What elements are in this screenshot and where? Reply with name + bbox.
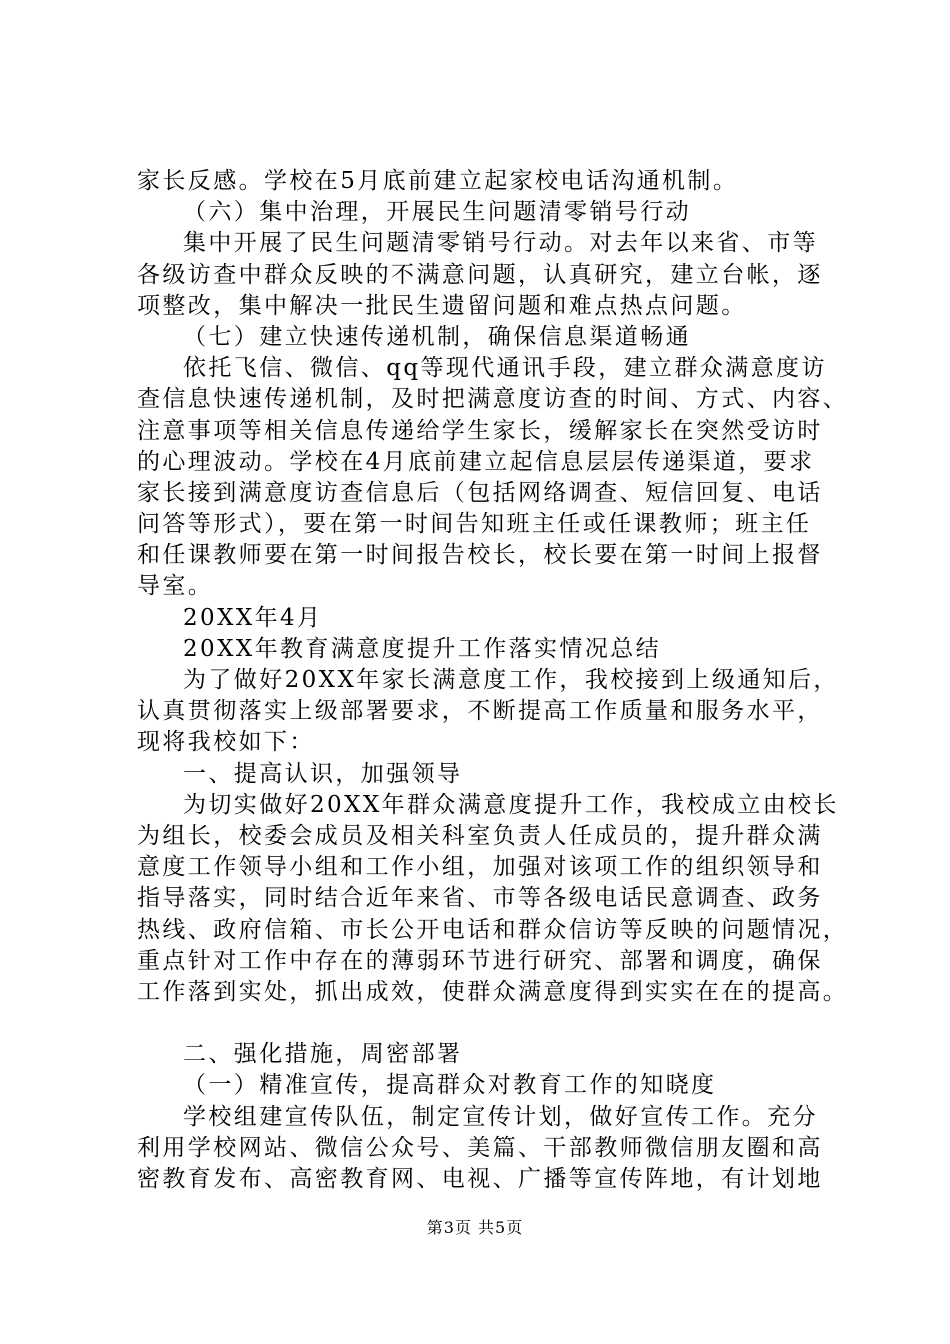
document-title: 20XX年教育满意度提升工作落实情况总结 bbox=[183, 635, 662, 662]
paragraph-line: 重点针对工作中存在的薄弱环节进行研究、部署和调度，确保 bbox=[137, 947, 823, 974]
section-heading: 二、强化措施，周密部署 bbox=[183, 1041, 463, 1068]
paragraph-line: 利用学校网站、微信公众号、美篇、干部教师微信朋友圈和高 bbox=[137, 1134, 823, 1161]
page-footer: 第3页 共5页 bbox=[426, 1218, 524, 1237]
paragraph-line: 工作落到实处，抓出成效，使群众满意度得到实实在在的提高。 bbox=[137, 978, 849, 1005]
paragraph-line: 为组长，校委会成员及相关科室负责人任成员的，提升群众满 bbox=[137, 822, 823, 849]
paragraph-line: 热线、政府信箱、市长公开电话和群众信访等反映的问题情况， bbox=[137, 916, 849, 943]
paragraph-line: 项整改，集中解决一批民生遗留问题和难点热点问题。 bbox=[137, 292, 747, 319]
paragraph-line: 各级访查中群众反映的不满意问题，认真研究，建立台帐，逐 bbox=[137, 261, 823, 288]
paragraph-line: 的心理波动。学校在4月底前建立起信息层层传递渠道，要求 bbox=[137, 448, 815, 475]
paragraph-line: 意度工作领导小组和工作小组，加强对该项工作的组织领导和 bbox=[137, 854, 823, 881]
paragraph-line: 为了做好20XX年家长满意度工作，我校接到上级通知后， bbox=[183, 667, 839, 693]
date-line: 20XX年4月 bbox=[183, 604, 323, 631]
paragraph-line: 依托飞信、微信、qq等现代通讯手段，建立群众满意度访 bbox=[183, 355, 827, 382]
paragraph-line: 家长接到满意度访查信息后（包括网络调查、短信回复、电话 bbox=[137, 479, 823, 506]
paragraph-line: 指导落实，同时结合近年来省、市等各级电话民意调查、政务 bbox=[137, 885, 823, 912]
paragraph-line: 密教育发布、高密教育网、电视、广播等宣传阵地，有计划地 bbox=[137, 1166, 823, 1192]
section-heading: （一）精准宣传，提高群众对教育工作的知晓度 bbox=[183, 1072, 717, 1099]
paragraph-line: 导室。 bbox=[137, 573, 214, 600]
section-heading: （六）集中治理，开展民生问题清零销号行动 bbox=[183, 199, 691, 226]
blank-line bbox=[137, 1008, 837, 1039]
section-heading: （七）建立快速传递机制，确保信息渠道畅通 bbox=[183, 323, 691, 350]
paragraph-line: 查信息快速传递机制，及时把满意度访查的时间、方式、内容、 bbox=[137, 386, 849, 413]
paragraph-line: 为切实做好20XX年群众满意度提升工作，我校成立由校长 bbox=[183, 791, 839, 818]
paragraph-line: 现将我校如下： bbox=[137, 729, 315, 756]
paragraph-line: 问答等形式），要在第一时间告知班主任或任课教师；班主任 bbox=[137, 511, 812, 538]
document-body bbox=[137, 166, 849, 1195]
section-heading: 一、提高认识，加强领导 bbox=[183, 760, 463, 787]
paragraph-line: 注意事项等相关信息传递给学生家长，缓解家长在突然受访时 bbox=[137, 417, 823, 444]
paragraph-line: 认真贯彻落实上级部署要求，不断提高工作质量和服务水平， bbox=[137, 698, 823, 725]
paragraph-line: 集中开展了民生问题清零销号行动。对去年以来省、市等 bbox=[183, 230, 818, 257]
paragraph-line: 和任课教师要在第一时间报告校长，校长要在第一时间上报督 bbox=[137, 542, 823, 569]
paragraph-line: 家长反感。学校在5月底前建立起家校电话沟通机制。 bbox=[137, 168, 739, 194]
paragraph-line: 学校组建宣传队伍，制定宣传计划，做好宣传工作。充分 bbox=[183, 1103, 818, 1130]
